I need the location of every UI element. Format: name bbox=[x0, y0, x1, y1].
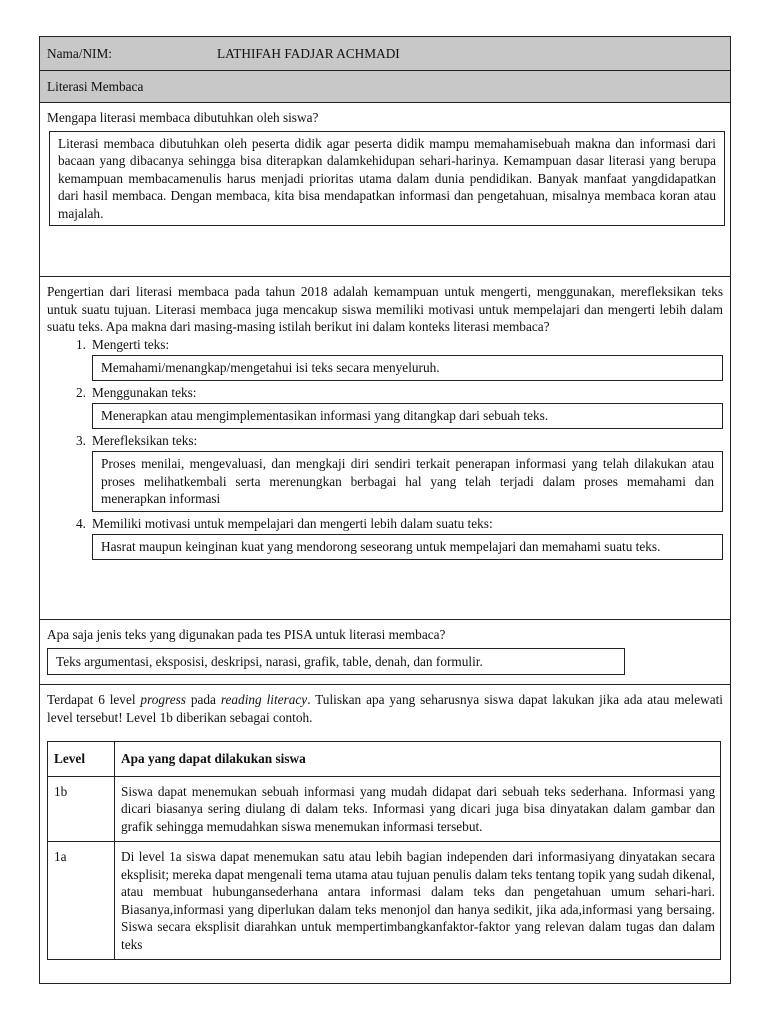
question-4-section bbox=[40, 685, 730, 960]
item-answer-box: Memahami/menangkap/mengetahui isi teks secara menyeluruh. bbox=[92, 355, 723, 381]
terms-list bbox=[47, 336, 723, 560]
list-item bbox=[47, 336, 723, 381]
question-4-intro: Terdapat 6 level progress pada reading literacy. Tuliskan apa yang seharusnya siswa dapat lakukan jika ada atau melewati level tersebut! Level 1b diberikan sebagai contoh. bbox=[47, 692, 723, 725]
item-term: Mengerti teks: bbox=[92, 336, 170, 352]
answer-1-box: Literasi membaca dibutuhkan oleh peserta didik agar peserta didik mampu memahamisebuah makna dan informasi dari bacaan yang dibacanya sehingga bisa diterapkan dalamkehidupan sehari-harinya. Kemampuan dasar literasi yang berupa kemampuan membacamenulis harus menjadi prioritas utama dalam dunia pendidikan. Banyak manfaat yangdidapatkan dari hasil membaca. Dengan membaca, kita bisa mendapatkan informasi dan pengetahuan, misalnya membaca koran atau majalah. bbox=[49, 131, 725, 227]
item-answer-box: Hasrat maupun keinginan kuat yang mendorong seseorang untuk mempelajari dan memahami suatu teks. bbox=[92, 534, 723, 560]
table-row bbox=[48, 776, 721, 842]
list-item bbox=[47, 432, 723, 512]
item-number: 4. bbox=[76, 515, 86, 531]
question-1-section bbox=[40, 103, 730, 277]
item-number: 1. bbox=[76, 336, 86, 352]
item-term: Menggunakan teks: bbox=[92, 384, 197, 400]
item-term: Merefleksikan teks: bbox=[92, 432, 198, 448]
level-cell: 1b bbox=[48, 776, 115, 842]
header-description: Apa yang dapat dilakukan siswa bbox=[115, 742, 721, 777]
question-3-section bbox=[40, 620, 730, 685]
table-row bbox=[48, 842, 721, 960]
item-number: 3. bbox=[76, 432, 86, 448]
item-answer-box: Proses menilai, mengevaluasi, dan mengkaji diri sendiri terkait penerapan informasi yang telah dilakukan atau proses melihatkembali serta merenungkan berbagai hal yang telah terjadi dalam proses memahami dan menerapkan informasi bbox=[92, 451, 723, 512]
item-term: Memiliki motivasi untuk mempelajari dan mengerti lebih dalam suatu teks: bbox=[92, 515, 493, 531]
item-number: 2. bbox=[76, 384, 86, 400]
student-name: LATHIFAH FADJAR ACHMADI bbox=[217, 45, 400, 61]
list-item bbox=[47, 384, 723, 429]
question-2-intro: Pengertian dari literasi membaca pada tahun 2018 adalah kemampuan untuk mengerti, menggunakan, merefleksikan teks untuk suatu tujuan. Literasi membaca juga mencakup siswa memiliki motivasi untuk mempelajari dan mengerti lebih dalam suatu teks. Apa makna dari masing-masing istilah berikut ini dalam konteks literasi membaca? bbox=[47, 284, 723, 334]
section-title: Literasi Membaca bbox=[47, 78, 144, 94]
table-header-row bbox=[48, 742, 721, 777]
worksheet bbox=[39, 36, 731, 984]
question-1-text: Mengapa literasi membaca dibutuhkan oleh siswa? bbox=[47, 110, 319, 125]
question-3-text: Apa saja jenis teks yang digunakan pada tes PISA untuk literasi membaca? bbox=[47, 627, 446, 642]
name-row bbox=[40, 37, 730, 71]
level-cell: 1a bbox=[48, 842, 115, 960]
description-cell: Di level 1a siswa dapat menemukan satu atau lebih bagian independen dari informasiyang dinyatakan secara eksplisit; mereka dapat mengenali tema utama atau tujuan penulis dalam teks tentang topik yang sudah dikenal, atau membuat hubungansederhana antara informasi dalam teks dan pengetahuan umum sehari-hari. Biasanya,informasi yang diperlukan dalam teks menonjol dan hanya sedikit, jika ada,informasi yang bersaing. Siswa secara eksplisit diarahkan untuk mempertimbangkanfaktor-faktor yang relevan dalam tugas dan dalam teks bbox=[115, 842, 721, 960]
item-answer-box: Menerapkan atau mengimplementasikan informasi yang ditangkap dari sebuah teks. bbox=[92, 403, 723, 429]
section-title-row bbox=[40, 71, 730, 103]
level-table bbox=[47, 741, 721, 960]
list-item bbox=[47, 515, 723, 560]
name-label: Nama/NIM: bbox=[47, 45, 112, 61]
question-2-section bbox=[40, 277, 730, 620]
header-level: Level bbox=[48, 742, 115, 777]
description-cell: Siswa dapat menemukan sebuah informasi yang mudah didapat dari sebuah teks sederhana. Informasi yang dicari biasanya sering diulang di dalam teks. Informasi yang dicari juga bisa dinyatakan dalam gambar dan grafik sehingga memudahkan siswa menemukan informasi tersebut. bbox=[115, 776, 721, 842]
answer-3-box: Teks argumentasi, eksposisi, deskripsi, narasi, grafik, table, denah, dan formulir. bbox=[47, 648, 625, 676]
